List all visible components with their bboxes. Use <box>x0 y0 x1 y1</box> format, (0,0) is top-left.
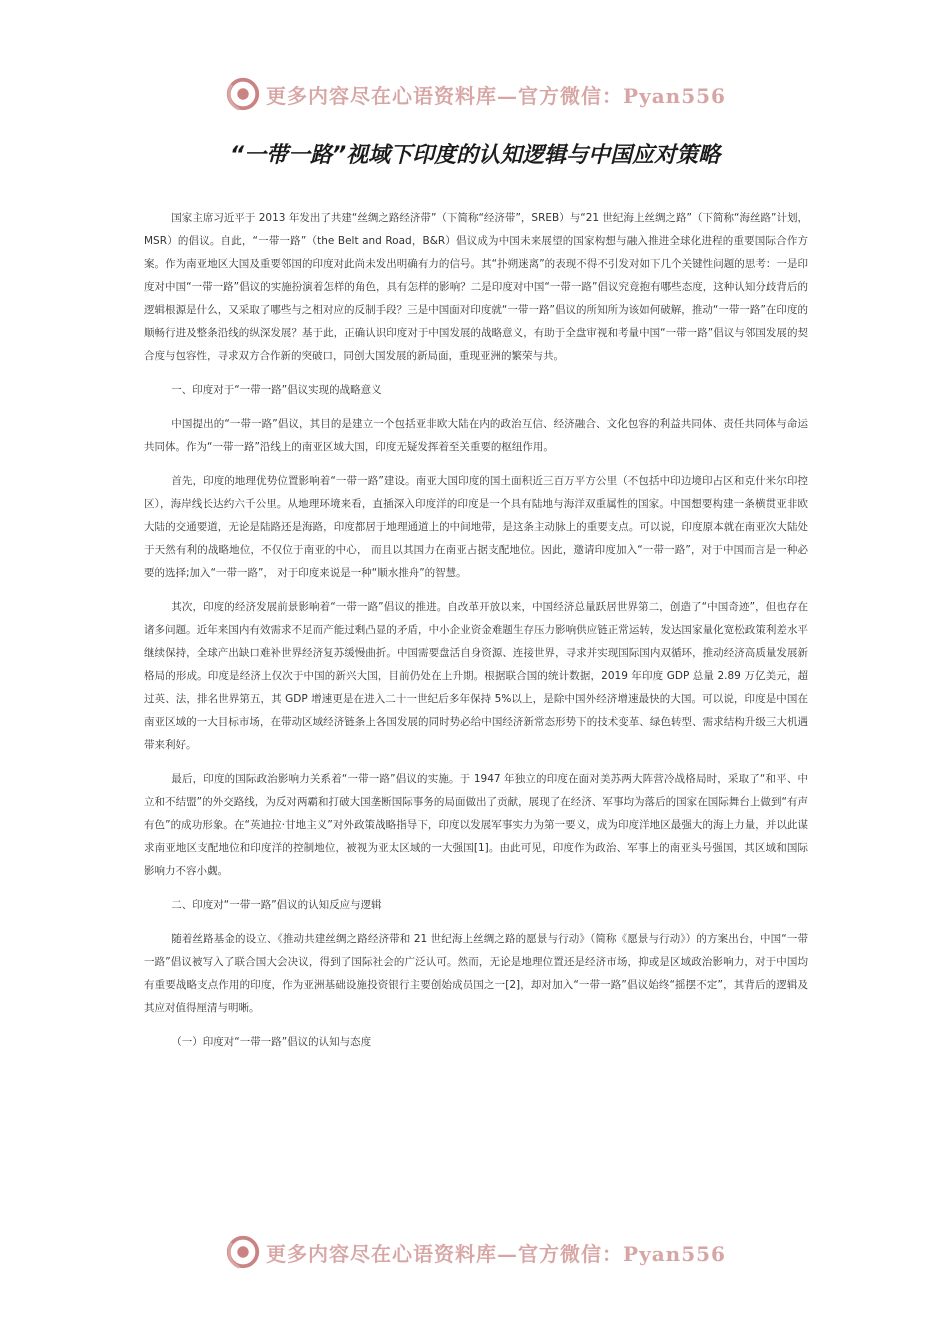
paragraph: 中国提出的“一带一路”倡议，其目的是建立一个包括亚非欧大陆在内的政治互信、经济融合、文化包容的利益共同体、责任共同体与命运共同体。作为“一带一路”沿线上的南亚区域大国，印度无疑发挥着至关重要的枢纽作用。 <box>144 418 808 453</box>
paragraph: 首先，印度的地理优势位置影响着“一带一路”建设。南亚大国印度的国土面积近三百万平方公里（不包括中印边境印占区和克什米尔印控区），海岸线长达约六千公里。从地理环境来看，直插深入印度洋的印度是一个具有陆地与海洋双重属性的国家。中国想要构建一条横贯亚非欧大陆的交通要道，无论是陆路还是海路，印度都居于地理通道上的中间地带，是这条主动脉上的重要支点。可以说，印度原本就在南亚次大陆处于天然有利的战略地位，不仅位于南亚的中心， 而且以其国力在南亚占据支配地位。因此，邀请印度加入“一带一路”，对于中国而言是一种必要的选择;加入“一带一路”， 对于印度来说是一种“顺水推舟”的智慧。 <box>144 475 808 579</box>
document-title: “一带一路”视域下印度的认知逻辑与中国应对策略 <box>229 143 721 168</box>
paragraph-intro: 国家主席习近平于 2013 年发出了共建“丝绸之路经济带”（下简称“经济带”，SREB）与“21 世纪海上丝绸之路”（下简称“海丝路”计划，MSR）的倡议。自此，“一带一路”（the Belt and Road，B&R）倡议成为中国未来展望的国家构想与融入推进全球化进程的重要国际合作方案。作为南亚地区大国及重要邻国的印度对此尚未发出明确有力的信号。其“扑朔迷离”的表现不得不引发对如下几个关键性问题的思考：一是印度对中国“一带一路”倡议的实施扮演着怎样的角色，具有怎样的影响？二是印度对中国“一带一路”倡议究竟抱有哪些态度，这种认知分歧背后的逻辑根源是什么，又采取了哪些与之相对应的反制手段？三是中国面对印度就“一带一路”倡议的所知所为该如何破解，推动“一带一路”在印度的顺畅行进及整条沿线的纵深发展？基于此，正确认识印度对于中国发展的战略意义，有助于全盘审视和考量中国“一带一路”倡议与邻国发展的契合度与包容性，寻求双方合作新的突破口，同创大国发展的新局面，重现亚洲的繁荣与共。 <box>144 212 808 362</box>
watermark-banner-top <box>0 72 950 116</box>
brand-logo-icon <box>224 1233 262 1271</box>
paragraph: 最后，印度的国际政治影响力关系着“一带一路”倡议的实施。于 1947 年独立的印度在面对美苏两大阵营冷战格局时，采取了“和平、中立和不结盟”的外交路线，为反对两霸和打破大国垄断国际事务的局面做出了贡献，展现了在经济、军事均为落后的国家在国际舞台上做到“有声有色”的成功形象。在“英迪拉·甘地主义”对外政策战略指导下，印度以发展军事实力为第一要义，成为印度洋地区最强大的海上力量，并以此谋求南亚地区支配地位和印度洋的控制地位，被视为亚太区域的一大强国[1]。由此可见，印度作为政治、军事上的南亚头号强国，其区域和国际影响力不容小觑。 <box>144 773 808 877</box>
watermark-banner-bottom <box>0 1230 950 1274</box>
watermark-text: 更多内容尽在心语资料库—官方微信：Pyan556 <box>266 1241 726 1266</box>
paragraph: 其次，印度的经济发展前景影响着“一带一路”倡议的推进。自改革开放以来，中国经济总量跃居世界第二，创造了“中国奇迹”，但也存在诸多问题。近年来国内有效需求不足而产能过剩凸显的矛盾，中小企业资金难题生存压力影响供应链正常运转，发达国家量化宽松政策利差水平继续保持，全球产出缺口难补世界经济复苏缓慢曲折。中国需要盘活自身资源、连接世界，寻求并实现国际国内双循环，推动经济高质量发展新格局的形成。印度是经济上仅次于中国的新兴大国，目前仍处在上升期。根据联合国的统计数据，2019 年印度 GDP 总量 2.89 万亿美元，超过英、法，排名世界第五，其 GDP 增速更是在进入二十一世纪后多年保持 5%以上，是除中国外经济增速最快的大国。可以说，印度是中国在南亚区域的一大目标市场，在带动区域经济链条上各国发展的同时势必给中国经济新常态形势下的技术变革、绿色转型、需求结构升级三大机遇带来利好。 <box>144 601 808 751</box>
subsection-heading: （一）印度对“一带一路”倡议的认知与态度 <box>171 1036 372 1048</box>
section-heading-1: 一、印度对于“一带一路”倡议实现的战略意义 <box>171 384 382 396</box>
brand-logo-icon <box>224 75 262 113</box>
section-heading-2: 二、印度对“一带一路”倡议的认知反应与逻辑 <box>171 899 382 911</box>
document-body <box>144 207 808 1065</box>
paragraph: 随着丝路基金的设立、《推动共建丝绸之路经济带和 21 世纪海上丝绸之路的愿景与行动》（简称《愿景与行动》）的方案出台，中国“一带一路”倡议被写入了联合国大会决议，得到了国际社会的广泛认可。然而，无论是地理位置还是经济市场，抑或是区域政治影响力，对于中国均有重要战略支点作用的印度，作为亚洲基础设施投资银行主要创始成员国之一[2]，却对加入“一带一路”倡议始终“摇摆不定”，其背后的逻辑及其应对值得厘清与明晰。 <box>144 933 808 1014</box>
watermark-text: 更多内容尽在心语资料库—官方微信：Pyan556 <box>266 83 726 108</box>
